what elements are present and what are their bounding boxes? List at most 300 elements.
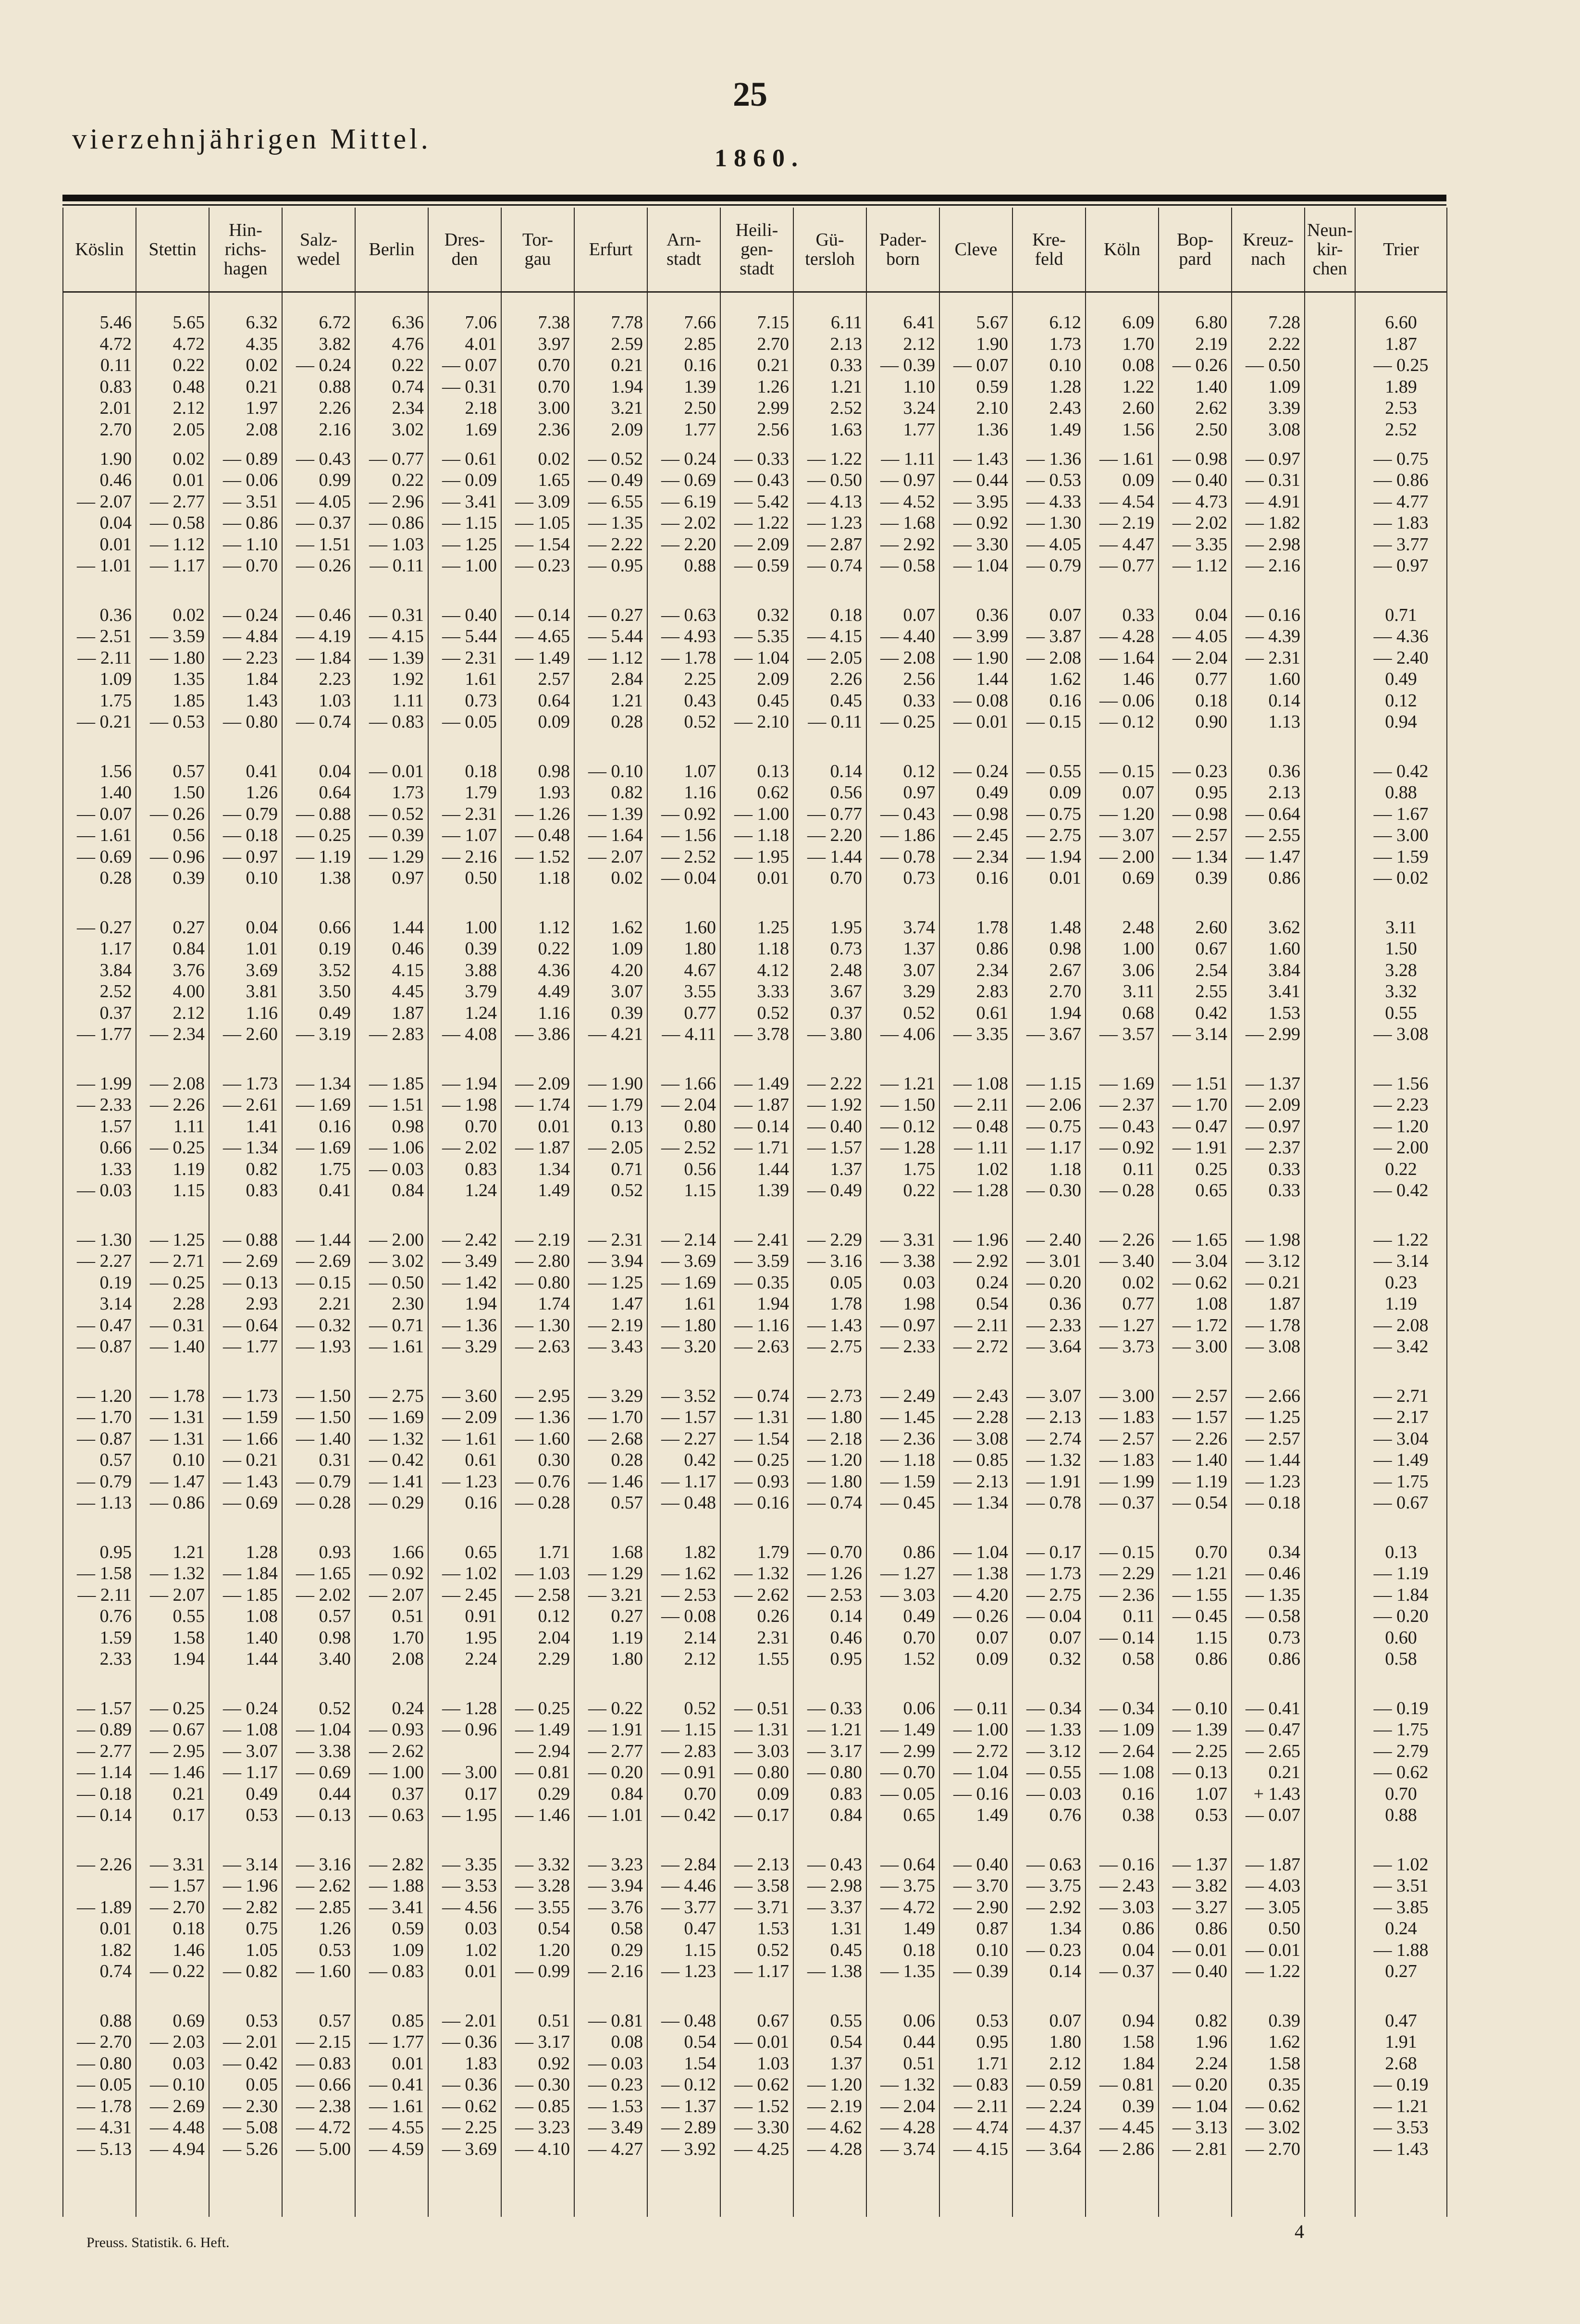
value-cell	[501, 1385, 574, 1542]
value-cell	[1159, 1229, 1232, 1385]
value: — 5.35	[734, 626, 789, 647]
value: — 0.69	[661, 470, 716, 491]
value: 3.00	[538, 398, 570, 419]
value: 1.60	[684, 917, 716, 938]
value: — 1.03	[369, 534, 424, 555]
value-cell	[1232, 1073, 1305, 1229]
value: — 0.83	[953, 2075, 1008, 2095]
value: 0.49	[246, 1783, 278, 1804]
value: — 2.42	[442, 1229, 497, 1250]
value: — 1.73	[223, 1385, 278, 1406]
value: — 3.07	[223, 1741, 278, 1761]
value: — 1.37	[1173, 1854, 1227, 1875]
value: — 1.53	[588, 2096, 643, 2116]
column-header: Tor- gau	[501, 208, 574, 292]
column-header: Berlin	[355, 208, 428, 292]
value: 1.05	[246, 1940, 278, 1960]
value: 1.00	[465, 917, 497, 938]
value-cell	[1159, 1698, 1232, 1854]
value: — 2.69	[296, 1251, 351, 1272]
value: — 1.01	[77, 556, 132, 576]
value: — 0.20	[1173, 2075, 1227, 2095]
value: — 0.45	[880, 1493, 935, 1513]
value: — 4.47	[1099, 534, 1154, 555]
value	[1309, 690, 1351, 712]
value: 0.62	[757, 782, 789, 803]
value: 4.00	[173, 981, 205, 1002]
value: 0.19	[319, 939, 351, 959]
value-cell	[1305, 1073, 1355, 1229]
value-cell	[136, 292, 209, 448]
value: 0.52	[757, 1940, 789, 1960]
value: — 2.66	[1246, 1385, 1300, 1406]
value: — 1.39	[1173, 1719, 1227, 1740]
value: — 3.23	[588, 1854, 643, 1875]
value: 1.08	[246, 1606, 278, 1627]
value: — 1.20	[807, 2075, 862, 2095]
value: — 1.19	[1373, 1563, 1429, 1584]
value: — 0.98	[1173, 804, 1227, 824]
value: — 2.65	[1246, 1741, 1300, 1761]
value: 1.26	[757, 376, 789, 397]
value-cell	[574, 1073, 647, 1229]
value: — 0.28	[515, 1493, 570, 1513]
value: — 2.09	[734, 534, 789, 555]
value: 0.53	[246, 2010, 278, 2031]
value: — 1.04	[953, 556, 1008, 576]
value: 0.58	[611, 1918, 643, 1939]
value: 0.58	[1122, 1649, 1154, 1669]
value-cell	[939, 448, 1012, 605]
month-group-row	[63, 1542, 1447, 1698]
value: — 4.40	[880, 626, 935, 647]
value: — 0.79	[77, 1471, 132, 1492]
value-cell	[282, 605, 355, 761]
value: 2.43	[1049, 398, 1081, 419]
value-cell	[647, 1073, 720, 1229]
value-cell	[209, 1854, 282, 2010]
value: — 2.17	[1373, 1407, 1429, 1428]
value: — 1.61	[369, 1336, 424, 1357]
value: — 0.92	[953, 513, 1008, 533]
value: 2.12	[903, 334, 935, 354]
value: 2.84	[611, 669, 643, 690]
value: — 0.39	[953, 1961, 1008, 1982]
value: — 1.69	[1099, 1073, 1154, 1094]
value: — 1.68	[880, 513, 935, 533]
value: 3.08	[1268, 419, 1300, 440]
value	[1309, 1563, 1351, 1584]
value	[1309, 1293, 1351, 1315]
value: — 0.28	[1099, 1180, 1154, 1201]
value: 2.24	[465, 1649, 497, 1669]
value: 1.00	[1122, 939, 1154, 959]
value: — 0.24	[661, 448, 716, 469]
value: — 0.91	[661, 1762, 716, 1783]
value: 1.18	[1049, 1159, 1081, 1179]
value: — 0.97	[223, 846, 278, 867]
value: — 0.47	[1173, 1116, 1227, 1137]
value: 0.56	[830, 782, 862, 803]
value: 0.21	[173, 1783, 205, 1804]
value: — 0.31	[442, 376, 497, 397]
value: 2.12	[173, 1002, 205, 1023]
value: — 4.52	[880, 491, 935, 512]
value-cell	[1355, 292, 1447, 448]
top-rule-thick	[62, 195, 1446, 201]
value: — 0.11	[370, 556, 424, 576]
value: — 2.83	[661, 1741, 716, 1761]
value: — 1.17	[734, 1961, 789, 1982]
value: — 4.13	[807, 491, 862, 512]
value: 3.11	[1385, 917, 1417, 938]
value-cell	[1159, 1385, 1232, 1542]
value: — 2.04	[880, 2096, 935, 2116]
value: — 1.38	[953, 1563, 1008, 1584]
value: 1.33	[99, 1159, 132, 1179]
value-cell	[720, 1229, 793, 1385]
value: — 0.58	[880, 556, 935, 576]
value: — 0.12	[661, 2075, 716, 2095]
value: 0.73	[903, 868, 935, 889]
value-cell	[1355, 448, 1447, 605]
value	[1309, 1584, 1351, 1606]
value: — 1.95	[734, 846, 789, 867]
value: 0.14	[1049, 1961, 1081, 1982]
value: — 0.01	[369, 761, 424, 781]
value: 3.29	[903, 981, 935, 1002]
value-cell	[1159, 1854, 1232, 2010]
value: 0.18	[465, 761, 497, 781]
value: — 1.51	[369, 1095, 424, 1115]
value-cell	[793, 605, 866, 761]
value: 0.45	[830, 690, 862, 711]
value	[67, 1875, 132, 1897]
value: — 0.49	[588, 470, 643, 491]
value: 0.70	[538, 376, 570, 397]
value-cell	[866, 1229, 939, 1385]
value: — 0.25	[150, 1137, 205, 1158]
value: — 1.57	[1173, 1407, 1227, 1428]
value-cell	[282, 1698, 355, 1854]
value: 1.28	[246, 1542, 278, 1562]
value-cell	[1232, 448, 1305, 605]
value: — 2.84	[661, 1854, 716, 1875]
value: — 1.94	[1026, 846, 1081, 867]
value	[1309, 1719, 1351, 1741]
value: — 0.46	[1246, 1563, 1300, 1584]
value-cell	[1232, 2010, 1305, 2217]
value: — 2.02	[442, 1137, 497, 1158]
value: 1.40	[246, 1627, 278, 1648]
value: — 1.30	[77, 1229, 132, 1250]
value: 0.12	[1385, 690, 1417, 711]
value: — 1.12	[1173, 556, 1227, 576]
value: 0.02	[1122, 1272, 1154, 1293]
value: — 3.77	[661, 1897, 716, 1917]
value: — 1.31	[150, 1428, 205, 1449]
footer-source: Preuss. Statistik. 6. Heft.	[86, 2235, 230, 2250]
value: 2.68	[1385, 2053, 1417, 2074]
value: — 2.27	[661, 1428, 716, 1449]
value: — 3.30	[953, 534, 1008, 555]
value	[1309, 938, 1351, 960]
value: — 4.91	[1246, 491, 1300, 512]
value: 0.09	[976, 1649, 1008, 1669]
value: — 4.54	[1099, 491, 1154, 512]
value: — 1.52	[515, 846, 570, 867]
value: — 1.11	[881, 448, 935, 469]
value: — 0.11	[954, 1698, 1008, 1718]
value-cell	[282, 1073, 355, 1229]
value-cell	[428, 1073, 501, 1229]
value-cell	[647, 292, 720, 448]
value: — 4.62	[807, 2117, 862, 2138]
value: — 1.35	[1246, 1584, 1300, 1605]
temperature-table	[62, 208, 1447, 2217]
value-cell	[939, 292, 1012, 448]
value-cell	[501, 1698, 574, 1854]
value: 1.62	[611, 917, 643, 938]
value-cell	[793, 761, 866, 917]
value: 7.38	[538, 312, 570, 333]
value: 4.36	[538, 960, 570, 980]
column-header: Arn- stadt	[647, 208, 720, 292]
value: — 1.21	[1373, 2096, 1429, 2116]
value: 0.93	[319, 1542, 351, 1562]
value: — 1.08	[953, 1073, 1008, 1094]
value: 0.39	[1195, 868, 1227, 889]
value: — 1.43	[223, 1471, 278, 1492]
value: 0.49	[319, 1002, 351, 1023]
value: — 3.14	[223, 1854, 278, 1875]
value-cell	[647, 1542, 720, 1698]
value: 0.02	[538, 448, 570, 469]
value: — 3.94	[588, 1251, 643, 1272]
value	[1309, 1094, 1351, 1116]
value: — 2.01	[442, 2010, 497, 2031]
value-cell	[63, 761, 136, 917]
value: — 1.22	[807, 448, 862, 469]
value: 0.77	[684, 1002, 716, 1023]
value: 0.84	[392, 1180, 424, 1201]
value: — 2.70	[1246, 2139, 1300, 2160]
value: 3.74	[903, 917, 935, 938]
value: 0.46	[99, 470, 132, 491]
value: 7.78	[611, 312, 643, 333]
value: — 0.14	[77, 1805, 132, 1826]
value-cell	[1086, 917, 1159, 1073]
value-cell	[282, 448, 355, 605]
value	[1309, 491, 1351, 513]
value: 1.84	[1122, 2053, 1154, 2074]
value: 6.32	[246, 312, 278, 333]
value: 1.70	[392, 1627, 424, 1648]
value	[1309, 1854, 1351, 1876]
value: 0.34	[1268, 1542, 1300, 1562]
value: 0.47	[684, 1918, 716, 1939]
value: — 3.30	[734, 2117, 789, 2138]
value: 2.67	[1049, 960, 1081, 980]
value: — 2.13	[1026, 1407, 1081, 1428]
value: — 3.28	[515, 1876, 570, 1896]
value: — 1.18	[880, 1450, 935, 1471]
value: 0.66	[99, 1137, 132, 1158]
value: — 0.03	[1026, 1783, 1081, 1804]
value: 3.11	[1123, 981, 1154, 1002]
value: — 0.17	[734, 1805, 789, 1826]
value: 0.52	[903, 1002, 935, 1023]
value-cell	[209, 292, 282, 448]
value: 6.36	[392, 312, 424, 333]
value: 0.95	[99, 1542, 132, 1562]
value: 0.64	[319, 782, 351, 803]
value: — 1.31	[734, 1407, 789, 1428]
column-header: Dres- den	[428, 208, 501, 292]
value: 0.16	[465, 1493, 497, 1513]
value-cell	[1305, 1229, 1355, 1385]
value: — 3.80	[807, 1024, 862, 1045]
value: 1.80	[611, 1649, 643, 1669]
value: — 0.39	[880, 355, 935, 376]
value-cell	[63, 292, 136, 448]
value-cell	[1086, 761, 1159, 917]
value: — 3.00	[1373, 825, 1429, 846]
value: 2.13	[1268, 782, 1300, 803]
value: 4.72	[99, 334, 132, 354]
value-cell	[866, 2010, 939, 2217]
value: — 3.32	[515, 1854, 570, 1875]
value: — 1.29	[369, 846, 424, 867]
value-cell	[136, 1698, 209, 1854]
value: — 1.70	[1173, 1095, 1227, 1115]
value: — 0.36	[442, 2075, 497, 2095]
value: — 1.02	[1373, 1854, 1429, 1875]
value: — 1.55	[1173, 1584, 1227, 1605]
value: — 1.99	[1099, 1471, 1154, 1492]
value: 1.75	[319, 1159, 351, 1179]
value: 0.01	[99, 1918, 132, 1939]
value: 1.94	[757, 1294, 789, 1314]
value: — 1.34	[296, 1073, 351, 1094]
value: — 5.13	[77, 2139, 132, 2160]
value-cell	[428, 292, 501, 448]
value: — 0.62	[1246, 2096, 1300, 2116]
value: 0.53	[246, 1805, 278, 1826]
value: — 2.70	[150, 1897, 205, 1917]
value-cell	[866, 1385, 939, 1542]
value: — 1.89	[77, 1897, 132, 1917]
value: — 4.03	[1246, 1876, 1300, 1896]
month-group-row	[63, 1229, 1447, 1385]
value-cell	[209, 1073, 282, 1229]
value: — 0.37	[1099, 1493, 1154, 1513]
value: — 3.58	[734, 1876, 789, 1896]
value: — 1.43	[953, 448, 1008, 469]
value: 0.82	[611, 782, 643, 803]
value: — 1.62	[661, 1563, 716, 1584]
value: 7.66	[684, 312, 716, 333]
value: — 1.07	[442, 825, 497, 846]
value: — 3.27	[1173, 1897, 1227, 1917]
value: 0.66	[319, 917, 351, 938]
value: 1.94	[1049, 1002, 1081, 1023]
value: — 3.29	[588, 1385, 643, 1406]
value: — 0.11	[808, 712, 862, 732]
value: — 0.77	[807, 804, 862, 824]
month-group-row	[63, 1073, 1447, 1229]
value: 0.24	[976, 1272, 1008, 1293]
value: — 1.96	[223, 1876, 278, 1896]
value: — 3.49	[588, 2117, 643, 2138]
value: — 2.04	[1173, 647, 1227, 668]
value: 1.37	[830, 2053, 862, 2074]
value: — 0.81	[515, 1762, 570, 1783]
value: 0.49	[1385, 669, 1417, 690]
value: — 2.82	[369, 1854, 424, 1875]
value: 0.06	[903, 2010, 935, 2031]
value: 1.44	[246, 1649, 278, 1669]
value: — 0.16	[1099, 1854, 1154, 1875]
value: — 3.16	[807, 1251, 862, 1272]
value: — 3.00	[1099, 1385, 1154, 1406]
value: 1.83	[465, 2053, 497, 2074]
value: — 0.77	[369, 448, 424, 469]
value: 2.52	[99, 981, 132, 1002]
value: — 0.54	[1173, 1493, 1227, 1513]
value: — 2.26	[150, 1095, 205, 1115]
value: — 1.32	[734, 1563, 789, 1584]
value: 0.75	[246, 1918, 278, 1939]
value: — 4.77	[1373, 491, 1429, 512]
value: — 0.42	[223, 2053, 278, 2074]
value: — 0.08	[953, 690, 1008, 711]
column-header: Salz- wedel	[282, 208, 355, 292]
value: — 2.31	[442, 804, 497, 824]
value: 6.12	[1049, 312, 1081, 333]
value: — 1.05	[515, 513, 570, 533]
value: — 1.73	[1026, 1563, 1081, 1584]
value: — 1.36	[442, 1315, 497, 1335]
value: 0.33	[830, 355, 862, 376]
value: — 1.32	[880, 2075, 935, 2095]
value-cell	[63, 1542, 136, 1698]
top-rule-thin	[62, 204, 1446, 206]
value: 0.59	[392, 1918, 424, 1939]
value: — 3.69	[442, 2139, 497, 2160]
value: — 1.49	[734, 1073, 789, 1094]
value: — 0.21	[223, 1450, 278, 1471]
value: — 4.15	[369, 626, 424, 647]
value-cell	[1012, 605, 1086, 761]
value: 2.53	[1385, 398, 1417, 419]
value: 4.45	[392, 981, 424, 1002]
value: — 4.21	[588, 1024, 643, 1045]
value	[1309, 2031, 1351, 2053]
value: — 0.37	[1099, 1961, 1154, 1982]
value: — 2.98	[807, 1876, 862, 1896]
value: — 3.42	[1373, 1336, 1429, 1357]
value-cell	[1355, 1385, 1447, 1542]
value: 2.12	[1049, 2053, 1081, 2074]
value: — 0.69	[223, 1493, 278, 1513]
value: — 3.64	[1026, 2139, 1081, 2160]
value: — 2.75	[369, 1385, 424, 1406]
value-cell	[63, 1385, 136, 1542]
value: — 3.94	[588, 1876, 643, 1896]
value: 0.68	[1122, 1002, 1154, 1023]
value: 0.60	[1385, 1627, 1417, 1648]
